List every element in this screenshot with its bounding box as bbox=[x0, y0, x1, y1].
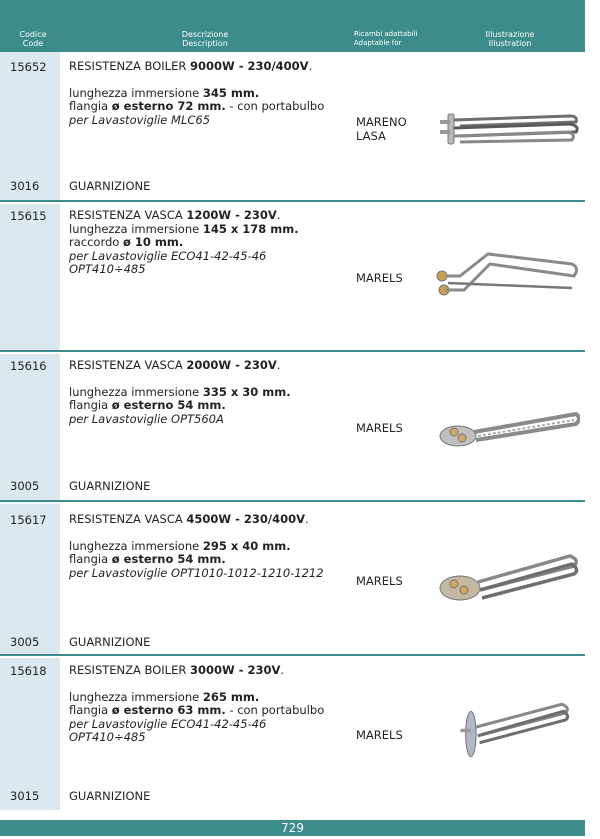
item-flange: flangia ø esterno 72 mm. - con portabulbo bbox=[69, 99, 325, 113]
row-separator bbox=[0, 654, 585, 656]
heating-element-illustration bbox=[430, 246, 580, 316]
item-length: lunghezza immersione 265 mm. bbox=[69, 689, 260, 704]
heating-element-illustration bbox=[430, 692, 580, 762]
header-illus-en: Illustration bbox=[488, 39, 532, 48]
header-fit bbox=[354, 30, 464, 48]
fit-brand: LASA bbox=[356, 128, 386, 143]
item-fit bbox=[356, 116, 407, 143]
item-fit bbox=[356, 422, 403, 436]
item-length: lunghezza immersione 295 x 40 mm. bbox=[69, 538, 291, 553]
item-code: 15618 bbox=[10, 664, 47, 678]
item-title: RESISTENZA VASCA 1200W - 230V. bbox=[69, 208, 281, 222]
sub-description: GUARNIZIONE bbox=[69, 179, 151, 193]
item-models: per Lavastoviglie OPT1010-1012-1210-1212 bbox=[69, 565, 324, 580]
item-code: 15616 bbox=[10, 359, 47, 373]
fit-brand: MARELS bbox=[356, 574, 403, 588]
item-description bbox=[69, 513, 354, 580]
item-flange: flangia ø esterno 63 mm. - con portabulbo bbox=[69, 703, 325, 717]
item-description bbox=[69, 209, 354, 277]
item-models: OPT410÷485 bbox=[69, 262, 146, 276]
header-illustration bbox=[470, 30, 550, 48]
page-number: 729 bbox=[281, 821, 304, 835]
item-models: per Lavastoviglie ECO41-42-45-46 bbox=[69, 716, 267, 731]
left-column bbox=[0, 204, 60, 350]
header-desc-en: Description bbox=[182, 39, 228, 48]
page-footer bbox=[0, 820, 585, 836]
item-code: 15652 bbox=[10, 60, 47, 74]
item-length: lunghezza immersione 335 x 30 mm. bbox=[69, 384, 291, 399]
item-length: lunghezza immersione 345 mm. bbox=[69, 85, 260, 100]
item-title: RESISTENZA VASCA 4500W - 230/400V. bbox=[69, 512, 309, 526]
heating-element-illustration bbox=[430, 546, 580, 616]
header-desc-it: Descrizione bbox=[181, 30, 229, 39]
header-code-it: Codice bbox=[19, 30, 47, 39]
fit-brand: MARELS bbox=[356, 728, 403, 742]
sub-description: GUARNIZIONE bbox=[69, 789, 151, 803]
item-description bbox=[69, 359, 354, 426]
top-band bbox=[0, 0, 585, 27]
item-fit bbox=[356, 575, 403, 589]
item-fit bbox=[356, 729, 403, 743]
header-illus-it: Illustrazione bbox=[485, 30, 535, 39]
heating-element-illustration bbox=[430, 398, 580, 468]
item-code: 15615 bbox=[10, 209, 47, 223]
item-models: per Lavastoviglie OPT560A bbox=[69, 411, 224, 426]
item-models: per Lavastoviglie MLC65 bbox=[69, 112, 211, 127]
sub-description: GUARNIZIONE bbox=[69, 479, 151, 493]
fit-brand: MARELS bbox=[356, 421, 403, 435]
sub-code: 3016 bbox=[10, 179, 40, 193]
header-code bbox=[8, 30, 58, 48]
item-title: RESISTENZA BOILER 9000W - 230/400V. bbox=[69, 59, 313, 73]
left-column bbox=[0, 658, 60, 810]
item-length: lunghezza immersione 145 x 178 mm. bbox=[69, 221, 299, 236]
fit-brand: MARENO bbox=[356, 115, 407, 129]
sub-description: GUARNIZIONE bbox=[69, 635, 151, 649]
table-header bbox=[0, 27, 585, 52]
row-separator bbox=[0, 500, 585, 502]
item-fitting: raccordo ø 10 mm. bbox=[69, 235, 184, 249]
item-description bbox=[69, 664, 354, 745]
header-fit-it: Ricambi adattabili bbox=[354, 30, 418, 38]
item-flange: flangia ø esterno 54 mm. bbox=[69, 398, 226, 412]
row-separator bbox=[0, 350, 585, 352]
item-code: 15617 bbox=[10, 513, 47, 527]
left-column bbox=[0, 52, 60, 200]
item-title: RESISTENZA VASCA 2000W - 230V. bbox=[69, 358, 281, 372]
sub-code: 3005 bbox=[10, 479, 40, 493]
item-title: RESISTENZA BOILER 3000W - 230V. bbox=[69, 663, 285, 677]
item-flange: flangia ø esterno 54 mm. bbox=[69, 552, 226, 566]
sub-code: 3015 bbox=[10, 789, 40, 803]
item-models: per Lavastoviglie ECO41-42-45-46 bbox=[69, 248, 267, 263]
header-fit-en: Adaptable for bbox=[354, 39, 402, 47]
item-description bbox=[69, 60, 354, 127]
fit-brand: MARELS bbox=[356, 271, 403, 285]
item-models: OPT410÷485 bbox=[69, 730, 146, 744]
header-code-en: Code bbox=[22, 39, 44, 48]
sub-code: 3005 bbox=[10, 635, 40, 649]
heating-element-illustration bbox=[430, 92, 580, 162]
row-separator bbox=[0, 200, 585, 202]
header-description bbox=[60, 30, 350, 48]
item-fit bbox=[356, 272, 403, 286]
